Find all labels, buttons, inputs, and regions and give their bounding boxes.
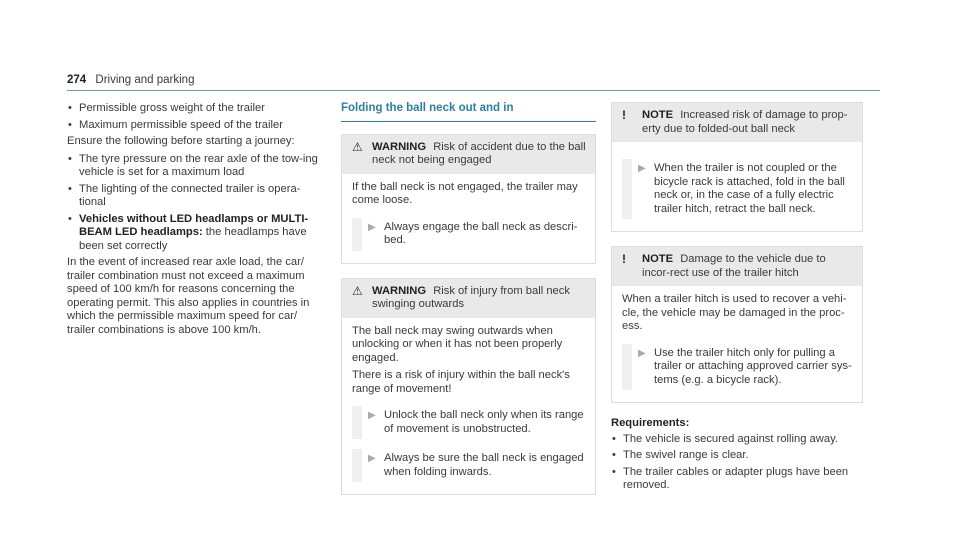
note-heading: Damage to the vehicle due to incor-rect use of the trailer hitch [642,253,826,279]
list-item: • The vehicle is secured against rolling away. [611,433,863,447]
section-heading: Folding the ball neck out and in [341,102,596,122]
column-3 [611,102,863,496]
section-title: Driving and parking [95,74,195,86]
warning-heading: Risk of injury from ball neck swinging outwards [372,284,570,310]
exclamation-icon: ! [622,252,626,266]
action-step: ▶ When the trailer is not coupled or the bicycle rack is attached, fold in the ball neck or, in the case of a fully electric trailer hitch, retract the ball neck. [622,159,852,219]
warning-label: WARNING [372,284,427,297]
top-bullet-list [67,102,325,132]
page-header [67,74,194,88]
warning-heading: Risk of accident due to the ball neck not being engaged [372,140,586,166]
warning-text: The ball neck may swing outwards when unlocking or when it has not been properly engaged. [352,324,563,364]
list-item: • The lighting of the connected trailer is opera-tional [67,183,325,210]
list-item: • The swivel range is clear. [611,449,863,463]
arrow-right-icon: ▶ [368,221,376,233]
warning-text: There is a risk of injury within the ball neck's range of movement! [352,369,570,395]
list-item: • Vehicles without LED headlamps or MULTI-BEAM LED headlamps: the headlamps have been set correctly [67,213,325,254]
page-number: 274 [67,74,87,86]
ensure-list [67,153,325,254]
column-2 [341,102,596,509]
warning-box-accident [341,134,596,264]
note-heading: Increased risk of damage to prop-erty due to folded-out ball neck [642,109,848,135]
action-step: ▶ Always engage the ball neck as descri-bed. [352,218,585,251]
note-box-vehicle [611,246,863,403]
arrow-right-icon: ▶ [638,347,646,359]
note-label: NOTE [642,109,674,121]
warning-label: WARNING [372,140,427,153]
list-item: • Permissible gross weight of the trailer [67,102,325,116]
arrow-right-icon: ▶ [638,163,646,174]
header-divider [67,90,880,91]
requirements-list [611,433,863,493]
column-1 [67,102,325,341]
exclamation-icon: ! [622,108,626,122]
warning-text: If the ball neck is not engaged, the trailer may come loose. [352,180,578,206]
action-step: ▶ Use the trailer hitch only for pulling a trailer or attaching approved carrier sys-tems (e.g. a bicycle rack). [622,344,852,391]
rear-axle-paragraph: In the event of increased rear axle load, the car/ trailer combination must not exceed a maximum speed of 100 km/h for reasons concerning the operating permit. This also applies in countries in which the permissible maximum speed for car/ trailer combinations is above 100 km/h. [67,256,310,336]
note-box-property [611,102,863,232]
arrow-right-icon: ▶ [368,453,376,464]
list-item: • The tyre pressure on the rear axle of the tow-ing vehicle is set for a maximum load [67,153,325,180]
note-text: When a trailer hitch is used to recover a vehi-cle, the vehicle may be damaged in the proc-ess. [622,293,847,332]
warning-triangle-icon: ⚠ [352,283,363,298]
requirements-title: Requirements: [611,417,690,429]
action-step: ▶ Always be sure the ball neck is engaged when folding inwards. [352,449,585,482]
warning-box-injury [341,278,596,496]
warning-triangle-icon: ⚠ [352,139,363,154]
list-item: • The trailer cables or adapter plugs have been removed. [611,466,863,493]
arrow-right-icon: ▶ [368,410,376,421]
note-label: NOTE [642,253,674,265]
action-step: ▶ Unlock the ball neck only when its range of movement is unobstructed. [352,406,585,439]
list-item: • Maximum permissible speed of the trailer [67,119,325,133]
ensure-intro: Ensure the following before starting a journey: [67,135,295,147]
